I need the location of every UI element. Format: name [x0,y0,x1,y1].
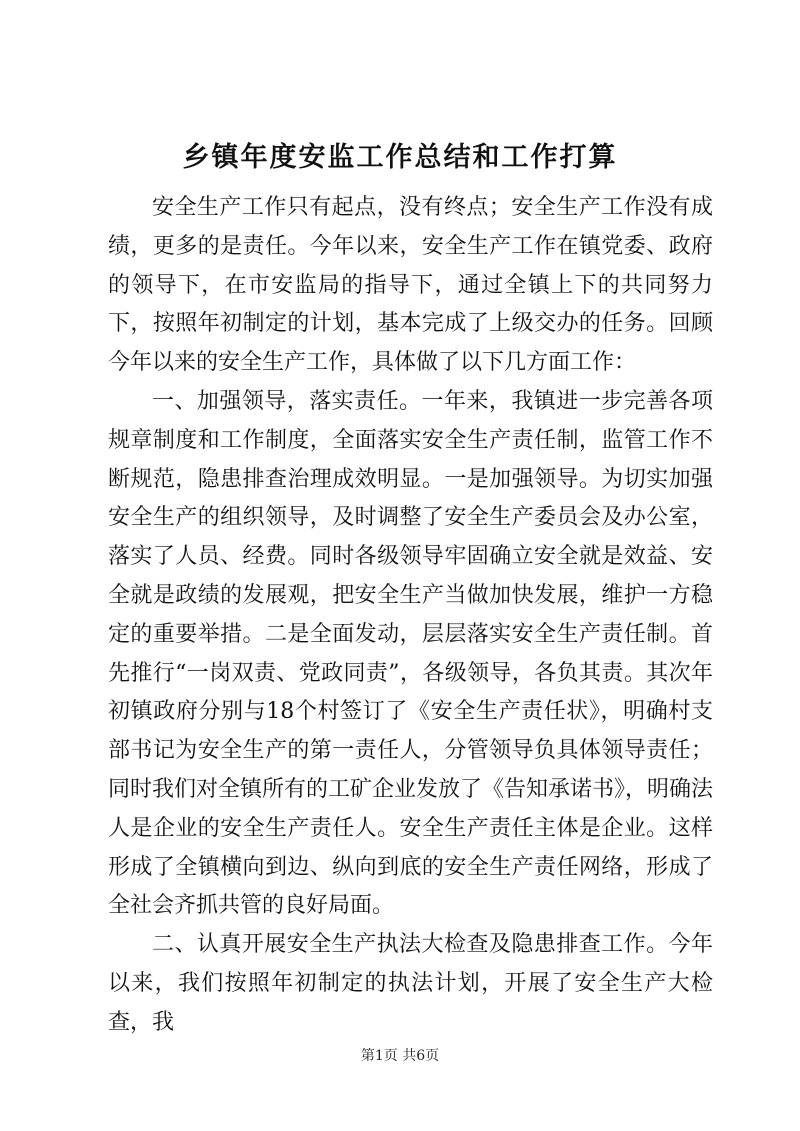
page-number-footer: 第1页 共6页 [360,1048,440,1064]
paragraph-intro: 安全生产工作只有起点，没有终点；安全生产工作没有成绩，更多的是责任。今年以来，安全生产工作在镇党委、政府的领导下，在市安监局的指导下，通过全镇上下的共同努力下，按照年初制定的计划，基本完成了上级交办的任务。回顾今年以来的安全生产工作，具体做了以下几方面工作： [108,195,713,376]
paragraph-section-two: 二、认真开展安全生产执法大检查及隐患排查工作。今年以来，我们按照年初制定的执法计划，开展了安全生产大检查，我 [108,932,713,1035]
document-title: 乡镇年度安监工作总结和工作打算 [182,142,618,173]
document-body [108,189,713,1043]
paragraph-section-one: 一、加强领导，落实责任。一年来，我镇进一步完善各项规章制度和工作制度，全面落实安全生产责任制，监管工作不断规范，隐患排查治理成效明显。一是加强领导。为切实加强安全生产的组织领导，及时调整了安全生产委员会及办公室，落实了人员、经费。同时各级领导牢固确立安全就是效益、安全就是政绩的发展观，把安全生产当做加快发展，维护一方稳定的重要举措。二是全面发动，层层落实安全生产责任制。首先推行“一岗双责、党政同责”，各级领导，各负其责。其次年初镇政府分别与18个村签订了《安全生产责任状》，明确村支部书记为安全生产的第一责任人，分管领导负具体领导责任；同时我们对全镇所有的工矿企业发放了《告知承诺书》，明确法人是企业的安全生产责任人。安全生产责任主体是企业。这样形成了全镇横向到边、纵向到底的安全生产责任网络，形成了全社会齐抓共管的良好局面。 [108,388,714,919]
